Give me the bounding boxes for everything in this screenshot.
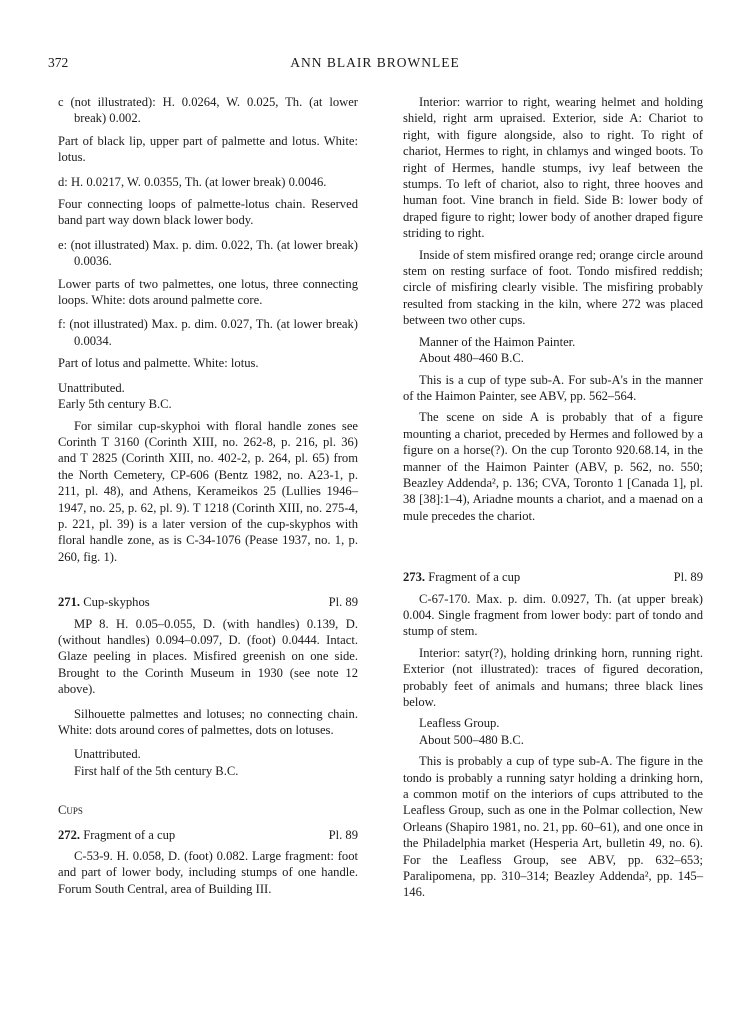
entry-273-interior: Interior: satyr(?), holding drinking horn, running right. Exterior (not illustrated): traces of figured decoration, probably feet of animals and humans; three black lines below. [403,645,703,709]
entry-272-dimensions: C-53-9. H. 0.058, D. (foot) 0.082. Large fragment: foot and part of lower body, including stumps of one handle. Forum South Central, area of Building III. [58,849,358,896]
entry-272-misfiring: Inside of stem misfired orange red; orange circle around stem on resting surface of foot. Tondo misfired reddish; circle of misfiring clearly visible. The misfiring probably resulted from stacking in the kiln, where 272 was placed between two other cups. [403,247,703,328]
fragment-f-dimensions: f: (not illustrated) Max. p. dim. 0.027, Th. (at lower break) 0.0034. [58,317,358,348]
entry-number: 273. [403,570,426,585]
entry-271-description: Silhouette palmettes and lotuses; no connecting chain. White: dots around cores of palmettes, dots on lotuses. [58,706,358,737]
entry-title: Fragment of a cup [428,570,521,585]
entry-272-type: This is a cup of type sub-A. For sub-A's in the manner of the Haimon Painter, see ABV, pp. 562–564. [403,372,703,403]
date: Early 5th century B.C. [58,397,172,412]
plate-reference: Pl. 89 [328,827,358,842]
entry-number: 271. [58,595,81,610]
entry-271-dimensions: MP 8. H. 0.05–0.055, D. (with handles) 0.139, D. (without handles) 0.094–0.097, D. (foot) 0.0444. Intact. Glaze peeling in places. Misfired greenish on one side. Brought to the Corinth Museum in 1930 (see note 12 above). [58,616,358,697]
fragment-d-dimensions: d: H. 0.0217, W. 0.0355, Th. (at lower break) 0.0046. [58,174,327,189]
fragment-e-dimensions: e: (not illustrated) Max. p. dim. 0.022, Th. (at lower break) 0.0036. [58,237,358,269]
fragment-c-description: Part of black lip, upper part of palmette and lotus. White: lotus. [58,133,358,165]
entry-272-attribution: Manner of the Haimon Painter. [419,334,576,349]
entry-number: 272. [58,827,81,842]
plate-reference: Pl. 89 [673,570,703,585]
fragment-f-description: Part of lotus and palmette. White: lotus. [58,356,259,371]
right-column [403,94,703,906]
plate-reference: Pl. 89 [328,595,358,610]
entry-271-date: First half of the 5th century B.C. [74,763,239,778]
entry-273-discussion: This is probably a cup of type sub-A. The figure in the tondo is probably a running satyr holding a drinking horn, a common motif on the interiors of cups attributed to the Leafless Group, such as one in the Polmar collection, New Orleans (Shapiro 1981, no. 21, pp. 60–61), and one once in the Philadelphia market (Hesperia Art, bulletin 49, no. 6). For the Leafless Group, see ABV, pp. 632–653; Paralipomena, pp. 310–314; Beazley Addenda², pp. 145–146. [403,754,703,900]
entry-273-heading [403,569,703,585]
entry-272-interior: Interior: warrior to right, wearing helmet and holding shield, right arm upraised. Exterior, side A: Chariot to right, with figure alongside, also to right. To right of chariot, Hermes to right, in chlamys and winged boots. To right of Hermes, handle stumps, ivy leaf between the stumps. To left of chariot, also to right, three hooves and human foot. Vine branch in field. Side B: lower body of draped figure to right; lower body of another draped figure striding to right. [403,95,703,241]
entry-272-heading [58,827,358,843]
entry-title: Fragment of a cup [83,827,176,842]
running-head-author: ANN BLAIR BROWNLEE [290,55,460,70]
entry-271-heading [58,594,358,610]
section-heading-cups: Cups [58,803,83,818]
entry-273-date: About 500–480 B.C. [419,732,524,747]
fragment-c-dimensions: c (not illustrated): H. 0.0264, W. 0.025, Th. (at lower break) 0.002. [58,95,358,126]
entry-272-date: About 480–460 B.C. [419,351,524,366]
entry-title: Cup-skyphos [83,595,150,610]
entry-273-dimensions: C-67-170. Max. p. dim. 0.0927, Th. (at upper break) 0.004. Single fragment from lower body: part of tondo and stump of stem. [403,591,703,639]
fragment-e-description: Lower parts of two palmettes, one lotus, three connecting loops. White: dots around palmette core. [58,276,358,308]
entry-272-scene: The scene on side A is probably that of a figure mounting a chariot, preceded by Hermes and followed by a figure on a horse(?). On the cup Toronto 920.68.14, in the manner of the Haimon Painter (ABV, p. 562, no. 550; Beazley Addenda², p. 136; CVA, Toronto 1 [Canada 1], pl. 38 [38]:1–4), Ariadne mounts a chariot, and a maenad on a mule precedes the chariot. [403,410,703,523]
left-column [58,94,358,902]
entry-273-attribution: Leafless Group. [419,716,500,731]
comparanda-paragraph: For similar cup-skyphoi with floral handle zones see Corinth T 3160 (Corinth XIII, no. 262-8, p. 216, pl. 36) and T 2825 (Corinth XIII, no. 402-2, p. 264, pl. 65) from the North Cemetery, CP-606 (Bentz 1982, no. A23-1, p. 211, pl. 48), and Athens, Kerameikos 25 (Lullies 1946–1947, no. 25, p. 62, pl. 9). T 1218 (Corinth XIII, no. 275-4, p. 221, pl. 39) is a later version of the cup-skyphos with floral handle zone, as is C-34-1076 (Pease 1937, no. 1, p. 260, fig. 1). [58,418,358,564]
attribution: Unattributed. [58,380,125,395]
entry-271-attribution: Unattributed. [74,747,141,762]
page-number: 372 [48,55,69,70]
fragment-d-description: Four connecting loops of palmette-lotus chain. Reserved band part way down black lower body. [58,197,358,228]
